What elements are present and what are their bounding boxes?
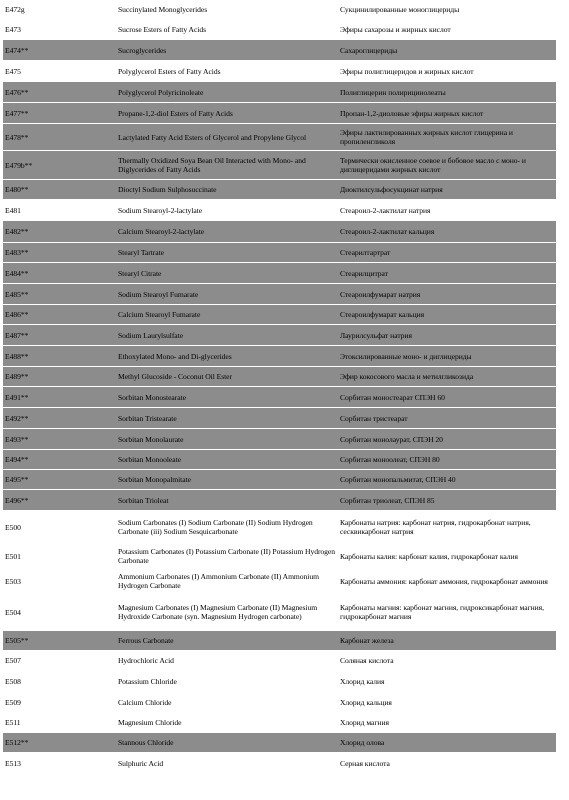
- table-row: [3, 450, 556, 470]
- table-row: [3, 61, 556, 82]
- additive-code: E485**: [5, 289, 29, 299]
- table-row: [3, 594, 556, 631]
- additive-name-ru: Стеароил-2-лактилат натрия: [340, 205, 431, 215]
- additive-name-ru: Сукцинилированные моноглицериды: [340, 5, 460, 14]
- additive-name-en: Succinylated Monoglycerides: [118, 5, 208, 14]
- additive-name-ru: Сорбитан тристеарат: [340, 413, 408, 423]
- additive-name-ru: Диоктилсульфосукцинат натрия: [340, 185, 443, 194]
- additive-code: E478**: [5, 132, 29, 142]
- additive-name-ru: Эфиры лактилированных жирных кислот глицерина и пропиленгликоля: [340, 128, 513, 146]
- additive-name-en: Sodium Stearoyl-2-lactylate: [118, 205, 203, 215]
- additive-name-en: Lactylated Fatty Acid Esters of Glycerol and Propylene Glycol: [118, 132, 307, 142]
- additive-name-en: Sorbitan Trioleat: [118, 495, 169, 505]
- additive-code: E477**: [5, 108, 29, 118]
- additive-name-ru: Карбонаты калия: карбонат калия, гидрокарбонат калия: [340, 551, 518, 561]
- table-row: [3, 367, 556, 387]
- table-row: [3, 408, 556, 429]
- additive-name-en: Sorbitan Tristearate: [118, 413, 177, 423]
- table-row: [3, 692, 556, 713]
- additive-code: E511: [5, 718, 21, 727]
- additive-name-en: Potassium Carbonates (I) Potassium Carbonate (II) Potassium Hydrogen Carbonate: [118, 547, 335, 565]
- additive-code: E480**: [5, 185, 29, 194]
- table-row: [3, 151, 556, 180]
- additive-name-en: Sodium Stearoyl Fumarate: [118, 289, 199, 299]
- additive-code: E484**: [5, 268, 29, 278]
- table-row: [3, 243, 556, 263]
- additive-name-ru: Серная кислота: [340, 758, 390, 768]
- table-row: [3, 713, 556, 733]
- additive-code: E481: [5, 205, 21, 215]
- table-row: [3, 284, 556, 305]
- additive-name-ru: Хлорид кальция: [340, 697, 392, 707]
- table-row: [3, 544, 556, 569]
- additive-name-ru: Этоксилированные моно- и диглицериды: [340, 351, 472, 361]
- table-row: [3, 733, 556, 753]
- table-row: [3, 511, 556, 544]
- additive-name-en: Stearyl Citrate: [118, 268, 162, 278]
- additive-code: E486**: [5, 310, 29, 319]
- additive-name-ru: Сорбитан моноолеат, СПЭН 80: [340, 455, 440, 464]
- additive-code: E505**: [5, 636, 29, 645]
- additive-name-en: Methyl Glucoside - Coconut Oil Ester: [118, 372, 232, 381]
- additive-name-ru: Сорбитан триолеат, СПЭН 85: [340, 495, 435, 505]
- additive-name-en: Polyglycerol Polyricinoleate: [118, 87, 204, 97]
- additive-name-ru: Стеароилфумарат натрия: [340, 289, 421, 299]
- table-row: [3, 651, 556, 671]
- additive-name-en: Ethoxylated Mono- and Di-glycerides: [118, 351, 232, 361]
- additive-code: E476**: [5, 87, 29, 97]
- additive-code: E496**: [5, 495, 29, 505]
- table-row: [3, 180, 556, 200]
- additive-code: E472g: [5, 5, 25, 14]
- additive-code: E482**: [5, 227, 29, 236]
- additive-name-ru: Карбонаты магния: карбонат магния, гидроксикарбонат магния, гидрокарбонат магния: [340, 603, 544, 621]
- table-row: [3, 569, 556, 594]
- table-row: [3, 0, 556, 20]
- additive-name-en: Sodium Carbonates (I) Sodium Carbonate (II) Sodium Hydrogen Carbonate (iii) Sodium Sesquicarbonate: [118, 518, 313, 536]
- additive-code: E473: [5, 25, 21, 34]
- table-row: [3, 490, 556, 511]
- additive-code: E491**: [5, 392, 29, 402]
- additive-name-en: Sorbitan Monolaurate: [118, 434, 184, 444]
- additive-name-en: Sorbitan Monooleate: [118, 455, 181, 464]
- additive-code: E495**: [5, 475, 29, 484]
- additive-name-ru: Эфиры полиглицеридов и жирных кислот: [340, 66, 474, 76]
- additive-name-en: Ammonium Carbonates (I) Ammonium Carbonate (II) Ammonium Hydrogen Carbonate: [118, 572, 319, 590]
- additive-code: E483**: [5, 248, 29, 257]
- additive-name-ru: Полиглицерин полирицинолеаты: [340, 87, 446, 97]
- additive-name-en: Sucrose Esters of Fatty Acids: [118, 25, 206, 34]
- additive-name-ru: Эфиры сахарозы и жирных кислот: [340, 25, 451, 34]
- table-row: [3, 631, 556, 651]
- table-row: [3, 346, 556, 367]
- additive-name-en: Calcium Stearoyl Fumarate: [118, 310, 201, 319]
- table-row: [3, 305, 556, 325]
- table-row: [3, 325, 556, 346]
- additive-name-ru: Лаурилсульфат натрия: [340, 330, 412, 340]
- additive-name-en: Sorbitan Monopalmitate: [118, 475, 191, 484]
- additive-name-ru: Стеарилцитрат: [340, 268, 388, 278]
- table-row: [3, 103, 556, 124]
- table-row: [3, 82, 556, 103]
- additive-code: E504: [5, 607, 21, 617]
- additive-code: E474**: [5, 45, 29, 55]
- additive-code: E500: [5, 522, 21, 532]
- additive-name-en: Propane-1,2-diol Esters of Fatty Acids: [118, 108, 233, 118]
- additive-name-ru: Хлорид магния: [340, 718, 389, 727]
- additive-name-en: Magnesium Carbonates (I) Magnesium Carbonate (II) Magnesium Hydroxide Carbonate (syn. Magnesium Hydrogen carbonate): [118, 603, 318, 621]
- additive-name-en: Stearyl Tartrate: [118, 248, 164, 257]
- additive-code: E488**: [5, 351, 29, 361]
- additive-name-ru: Стеарилтартрат: [340, 248, 391, 257]
- table-row: [3, 124, 556, 151]
- additive-name-ru: Сорбитан монолаурат, СПЭН 20: [340, 434, 443, 444]
- additive-name-ru: Эфир кокосового масла и метилгликозида: [340, 372, 474, 381]
- additive-name-en: Hydrochloric Acid: [118, 656, 174, 665]
- additive-name-en: Potassium Chloride: [118, 676, 177, 686]
- additive-code: E501: [5, 551, 21, 561]
- additive-name-ru: Хлорид калия: [340, 676, 385, 686]
- additive-name-en: Sulphuric Acid: [118, 758, 164, 768]
- additive-name-ru: Карбонаты натрия: карбонат натрия, гидрокарбонат натрия, сесквикарбонат натрия: [340, 518, 531, 536]
- table-row: [3, 671, 556, 692]
- additive-name-ru: Карбонат железа: [340, 636, 394, 645]
- additive-name-ru: Стеароилфумарат кальция: [340, 310, 425, 319]
- additive-name-en: Ferrous Carbonate: [118, 636, 174, 645]
- additive-name-en: Calcium Chloride: [118, 697, 172, 707]
- additive-code: E494**: [5, 455, 29, 464]
- additive-code: E508: [5, 676, 21, 686]
- additive-code: E492**: [5, 413, 29, 423]
- additive-code: E493**: [5, 434, 29, 444]
- additive-code: E479b**: [5, 160, 33, 170]
- table-row: [3, 20, 556, 40]
- additive-name-en: Sorbitan Monostearate: [118, 392, 186, 402]
- additive-name-en: Stannous Chloride: [118, 738, 174, 747]
- additive-code: E512**: [5, 738, 29, 747]
- table-row: [3, 470, 556, 490]
- table-row: [3, 221, 556, 243]
- additive-code: E487**: [5, 330, 29, 340]
- table-row: [3, 263, 556, 284]
- additive-name-ru: Сорбитан монопальмитат, СПЭН 40: [340, 475, 456, 484]
- table-row: [3, 429, 556, 450]
- additive-name-ru: Стеароил-2-лактилат кальция: [340, 227, 435, 236]
- additive-name-ru: Хлорид олова: [340, 738, 385, 747]
- additive-name-ru: Термически окисленное соевое и бобовое масло с моно- и диглицеридами жирных кислот: [340, 156, 526, 174]
- additive-name-ru: Пропан-1,2-диоловые эфиры жирных кислот: [340, 108, 484, 118]
- additive-name-en: Thermally Oxidized Soya Bean Oil Interacted with Mono- and Diglycerides of Fatty Acids: [118, 156, 306, 174]
- table-row: [3, 40, 556, 61]
- additive-name-en: Sodium Laurylsulfate: [118, 330, 184, 340]
- additive-name-en: Polyglycerol Esters of Fatty Acids: [118, 66, 221, 76]
- table-row: [3, 753, 556, 774]
- additive-code: E475: [5, 66, 21, 76]
- additive-name-en: Dioctyl Sodium Sulphosuccinate: [118, 185, 217, 194]
- additive-name-ru: Карбонаты аммония: карбонат аммония, гидрокарбонат аммония: [340, 576, 548, 586]
- additive-name-en: Sucroglycerides: [118, 45, 167, 55]
- table-row: [3, 200, 556, 221]
- additive-code: E509: [5, 697, 21, 707]
- additive-code: E489**: [5, 372, 29, 381]
- additive-name-ru: Сахароглицериды: [340, 45, 398, 55]
- additive-name-ru: Соляная кислота: [340, 656, 394, 665]
- table-row: [3, 387, 556, 408]
- additive-name-ru: Сорбитан моностеарат СПЭН 60: [340, 392, 445, 402]
- additive-name-en: Magnesium Chloride: [118, 718, 182, 727]
- additive-code: E507: [5, 656, 21, 665]
- additive-code: E503: [5, 576, 21, 586]
- additive-name-en: Calcium Stearoyl-2-lactylate: [118, 227, 205, 236]
- additive-code: E513: [5, 758, 21, 768]
